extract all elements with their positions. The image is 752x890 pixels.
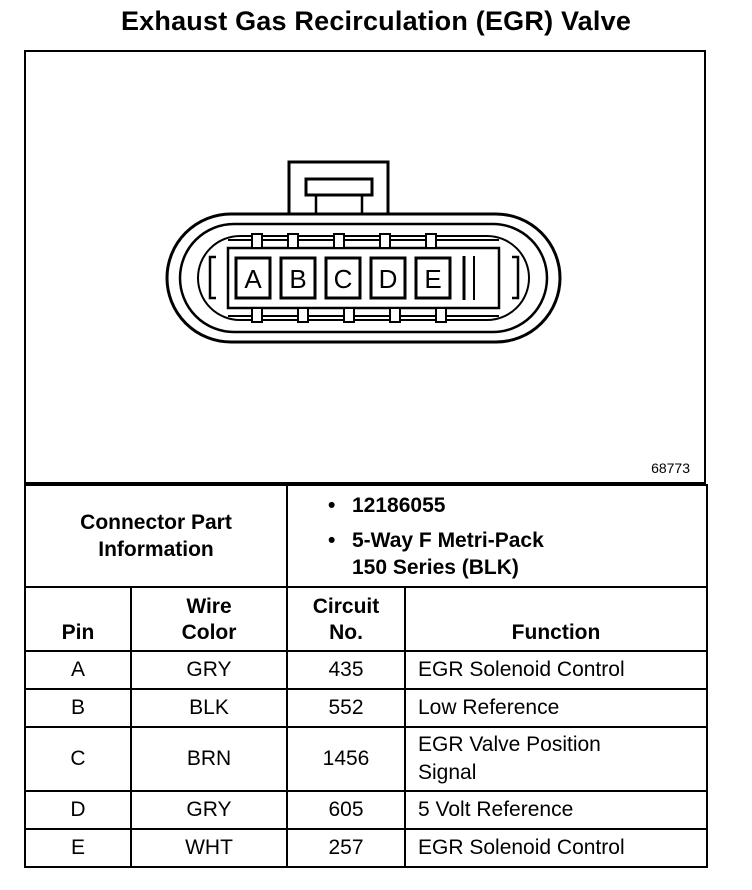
cell-function: EGR Solenoid Control [405, 829, 707, 867]
table-row [25, 689, 707, 727]
cell-circuit: 1456 [287, 727, 405, 791]
header-pin: Pin [25, 587, 131, 651]
pin-label-b: B [289, 264, 307, 294]
pin-label-c: C [333, 264, 353, 294]
pin-cavity-a [236, 258, 270, 298]
cell-pin: E [25, 829, 131, 867]
cell-wire-color: BRN [131, 727, 287, 791]
cell-wire-color: WHT [131, 829, 287, 867]
pin-cavity-b [281, 258, 315, 298]
connector-info-label: Connector Part Information [25, 485, 287, 587]
cell-pin: A [25, 651, 131, 689]
header-function: Function [405, 587, 707, 651]
page-title: Exhaust Gas Recirculation (EGR) Valve [120, 6, 632, 36]
cell-circuit: 552 [287, 689, 405, 727]
cell-function: EGR Solenoid Control [405, 651, 707, 689]
figure-id: 68773 [651, 460, 690, 476]
pin-cavity-c [326, 258, 360, 298]
connector-drawing [26, 52, 704, 482]
cell-wire-color: GRY [131, 651, 287, 689]
connector-diagram [24, 50, 706, 484]
connector-description: • 5-Way F Metri-Pack 150 Series (BLK) [328, 527, 706, 581]
pin-label-a: A [244, 264, 262, 294]
cell-pin: C [25, 727, 131, 791]
cell-function: Low Reference [405, 689, 707, 727]
cell-pin: D [25, 791, 131, 829]
cell-function: 5 Volt Reference [405, 791, 707, 829]
header-wire-color: Wire Color [131, 587, 287, 651]
connector-info-values [287, 485, 707, 587]
header-circuit-no: Circuit No. [287, 587, 405, 651]
table-row [25, 791, 707, 829]
table-row [25, 829, 707, 867]
cell-wire-color: BLK [131, 689, 287, 727]
table-row [25, 651, 707, 689]
connector-info-row [25, 485, 707, 587]
table-header-row [25, 587, 707, 651]
cell-circuit: 435 [287, 651, 405, 689]
cell-circuit: 257 [287, 829, 405, 867]
pin-label-e: E [424, 264, 442, 294]
part-number: • 12186055 [328, 492, 706, 519]
pin-cavity-d [371, 258, 405, 298]
cell-pin: B [25, 689, 131, 727]
cell-circuit: 605 [287, 791, 405, 829]
cell-function: EGR Valve Position Signal [405, 727, 707, 791]
cell-wire-color: GRY [131, 791, 287, 829]
table-row [25, 727, 707, 791]
connector-table [24, 484, 708, 868]
pin-label-d: D [378, 264, 398, 294]
pin-cavity-e [416, 258, 450, 298]
